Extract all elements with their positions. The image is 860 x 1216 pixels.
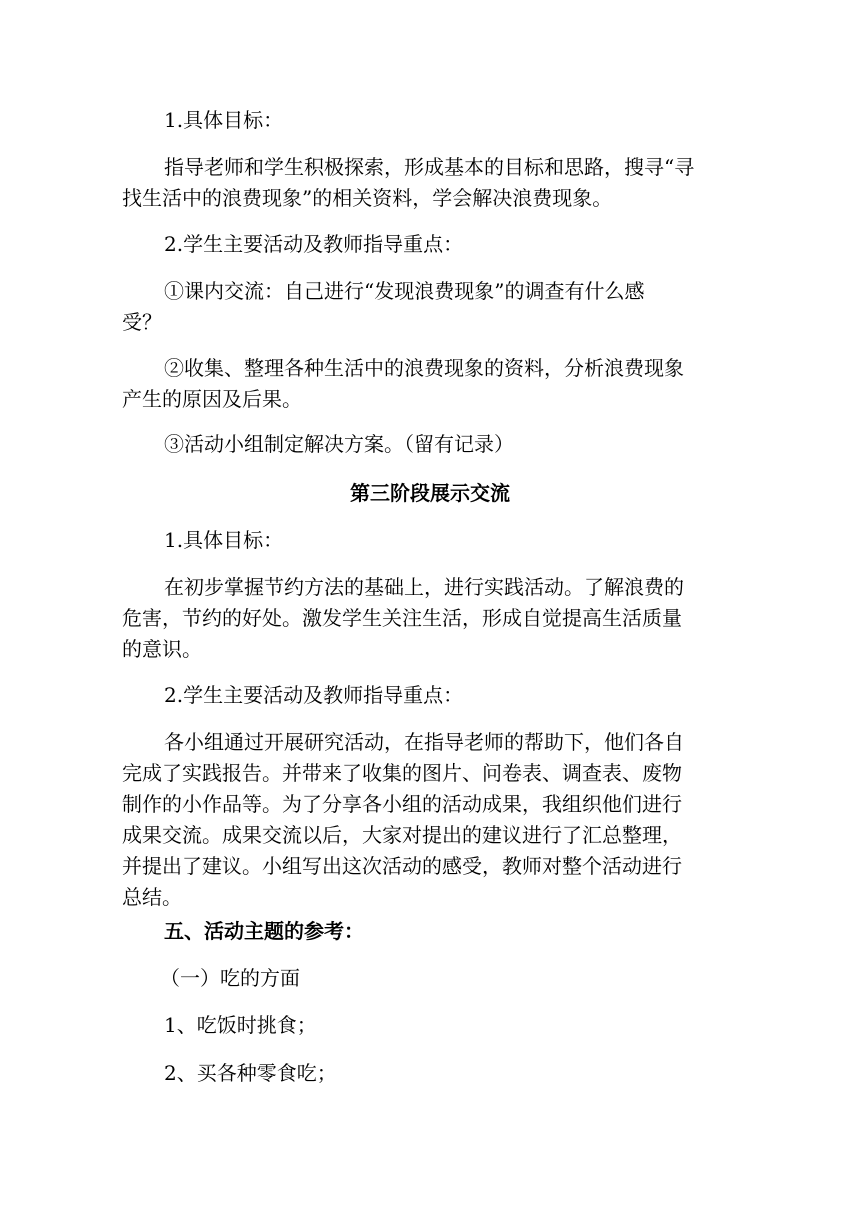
text-line: ②收集、整理各种生活中的浪费现象的资料，分析浪费现象 [164,356,684,380]
text-line: 指导老师和学生积极探索，形成基本的目标和思路，搜寻“寻 [164,155,695,179]
text-line: 2、买各种零食吃； [164,1061,337,1085]
text-line: 成果交流。成果交流以后，大家对提出的建议进行了汇总整理， [122,823,682,847]
text-line: 产生的原因及后果。 [122,387,302,411]
section-heading-topics [122,916,730,947]
paragraph-goal-3 [122,525,730,556]
heading-text: 第三阶段展示交流 [350,481,510,505]
text-line: 1.具体目标： [164,528,284,552]
paragraph-goal-1-body [122,152,730,214]
text-line: 并提出了建议。小组写出这次活动的感受，教师对整个活动进行 [122,854,682,878]
paragraph-activities-heading-3 [122,680,730,711]
text-line: 各小组通过开展研究活动，在指导老师的帮助下，他们各自 [164,730,684,754]
paragraph-item-3 [122,429,730,460]
paragraph-activities-body [122,727,730,913]
text-line: 在初步掌握节约方法的基础上，进行实践活动。了解浪费的 [164,575,684,599]
paragraph-goal-3-body [122,572,730,665]
paragraph-goal-1 [122,105,730,136]
text-line: 2.学生主要活动及教师指导重点： [164,683,464,707]
paragraph-item-1 [122,276,730,338]
text-line: ①课内交流：自己进行“发现浪费现象”的调查有什么感 [164,279,645,303]
text-line: 危害，节约的好处。激发学生关注生活，形成自觉提高生活质量 [122,606,682,630]
heading-text: 五、活动主题的参考： [164,919,364,943]
text-line: 找生活中的浪费现象”的相关资料，学会解决浪费现象。 [122,186,613,210]
text-line: 2.学生主要活动及教师指导重点： [164,232,464,256]
list-item [122,1058,730,1089]
text-line: 制作的小作品等。为了分享各小组的活动成果，我组织他们进行 [122,792,682,816]
paragraph-category-eating [122,963,730,994]
section-heading-stage3 [105,478,755,509]
text-line: 1、吃饭时挑食； [164,1013,317,1037]
paragraph-activities-heading [122,229,730,260]
list-item [122,1010,730,1041]
paragraph-item-2 [122,353,730,415]
text-line: ③活动小组制定解决方案。（留有记录） [164,432,514,456]
text-line: 总结。 [122,885,182,909]
text-line: 1.具体目标： [164,108,284,132]
text-line: 完成了实践报告。并带来了收集的图片、问卷表、调查表、废物 [122,761,682,785]
text-line: 的意识。 [122,637,202,661]
text-line: 受？ [122,310,162,334]
text-line: （一）吃的方面 [160,966,300,990]
